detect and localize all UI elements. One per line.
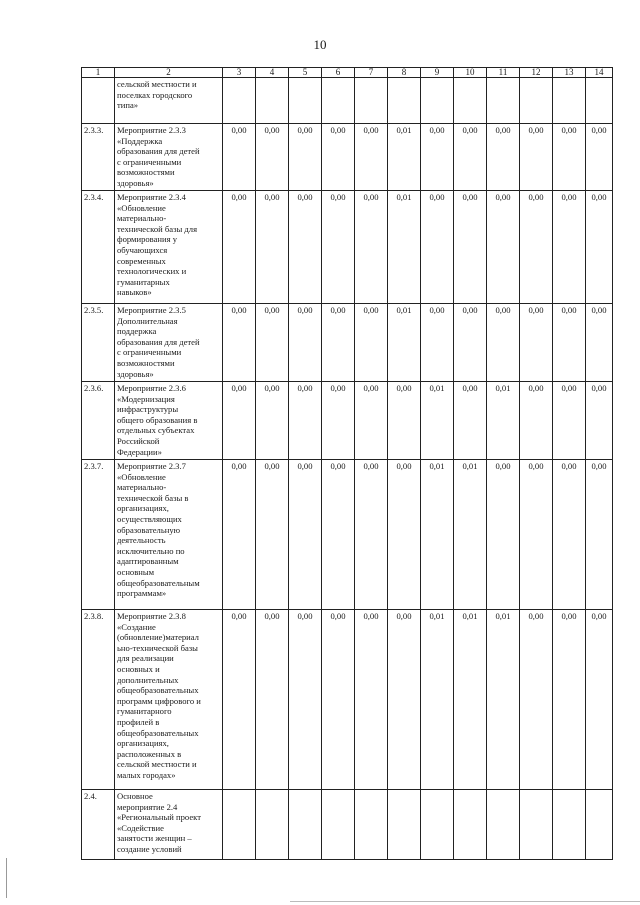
row-code: 2.4.	[82, 790, 115, 860]
column-header: 13	[553, 68, 586, 78]
value-cell	[487, 790, 520, 860]
value-cell: 0,00	[454, 304, 487, 382]
row-code: 2.3.6.	[82, 382, 115, 460]
value-cell: 0,00	[586, 124, 613, 191]
value-cell: 0,01	[421, 382, 454, 460]
value-cell: 0,00	[289, 191, 322, 304]
value-cell	[520, 790, 553, 860]
table-row	[82, 124, 613, 191]
value-cell	[454, 78, 487, 124]
value-cell	[520, 78, 553, 124]
value-cell: 0,01	[454, 460, 487, 610]
value-cell: 0,00	[256, 191, 289, 304]
table-row	[82, 610, 613, 790]
value-cell: 0,00	[388, 382, 421, 460]
value-cell: 0,00	[322, 460, 355, 610]
row-code: 2.3.4.	[82, 191, 115, 304]
table-row	[82, 790, 613, 860]
value-cell: 0,00	[256, 304, 289, 382]
value-cell	[586, 790, 613, 860]
row-name: Мероприятие 2.3.3 «Поддержка образования для детей с ограниченными возможностями здоровья»	[115, 124, 223, 191]
value-cell	[421, 790, 454, 860]
value-cell: 0,00	[322, 191, 355, 304]
value-cell: 0,00	[223, 460, 256, 610]
value-cell	[388, 790, 421, 860]
value-cell: 0,00	[454, 191, 487, 304]
value-cell: 0,00	[256, 124, 289, 191]
value-cell: 0,01	[487, 382, 520, 460]
value-cell	[355, 78, 388, 124]
value-cell	[553, 790, 586, 860]
value-cell: 0,00	[355, 382, 388, 460]
value-cell	[322, 790, 355, 860]
row-code	[82, 78, 115, 124]
scan-edge-mark	[6, 858, 7, 898]
value-cell: 0,00	[586, 304, 613, 382]
table-row	[82, 304, 613, 382]
value-cell: 0,01	[388, 304, 421, 382]
value-cell: 0,00	[553, 382, 586, 460]
column-header: 3	[223, 68, 256, 78]
row-name: Мероприятие 2.3.7 «Обновление материально- технической базы в организациях, осуществляющих образовательную деятельность исключительно по адаптированным основным общеобразовательным программам»	[115, 460, 223, 610]
column-header: 14	[586, 68, 613, 78]
value-cell	[454, 790, 487, 860]
value-cell: 0,00	[421, 304, 454, 382]
value-cell: 0,00	[289, 382, 322, 460]
value-cell: 0,00	[355, 304, 388, 382]
value-cell: 0,00	[553, 191, 586, 304]
value-cell: 0,00	[520, 304, 553, 382]
value-cell: 0,00	[289, 124, 322, 191]
value-cell: 0,00	[586, 191, 613, 304]
value-cell: 0,00	[553, 460, 586, 610]
value-cell: 0,00	[322, 382, 355, 460]
value-cell: 0,00	[520, 460, 553, 610]
value-cell: 0,00	[553, 610, 586, 790]
value-cell	[355, 790, 388, 860]
value-cell: 0,00	[322, 304, 355, 382]
table-row	[82, 78, 613, 124]
row-name: Мероприятие 2.3.4 «Обновление материально- технической базы для формирования у обучающихся современных технологических и гуманитарных навыков»	[115, 191, 223, 304]
value-cell: 0,00	[355, 191, 388, 304]
value-cell: 0,00	[256, 460, 289, 610]
value-cell: 0,00	[388, 460, 421, 610]
value-cell: 0,00	[421, 191, 454, 304]
value-cell: 0,00	[520, 382, 553, 460]
value-cell: 0,00	[355, 124, 388, 191]
column-header: 8	[388, 68, 421, 78]
value-cell	[586, 78, 613, 124]
value-cell: 0,01	[421, 460, 454, 610]
row-code: 2.3.8.	[82, 610, 115, 790]
column-header: 11	[487, 68, 520, 78]
scan-edge-mark	[290, 901, 640, 902]
column-header: 12	[520, 68, 553, 78]
value-cell: 0,00	[553, 124, 586, 191]
value-cell: 0,00	[256, 610, 289, 790]
value-cell: 0,01	[421, 610, 454, 790]
value-cell: 0,00	[520, 191, 553, 304]
value-cell: 0,00	[289, 460, 322, 610]
column-header: 6	[322, 68, 355, 78]
value-cell: 0,00	[520, 610, 553, 790]
table-row	[82, 460, 613, 610]
value-cell: 0,00	[487, 304, 520, 382]
table-row	[82, 382, 613, 460]
value-cell	[421, 78, 454, 124]
value-cell	[487, 78, 520, 124]
column-header: 1	[82, 68, 115, 78]
column-header: 9	[421, 68, 454, 78]
row-code: 2.3.7.	[82, 460, 115, 610]
value-cell	[223, 790, 256, 860]
column-header: 4	[256, 68, 289, 78]
row-name: Основное мероприятие 2.4 «Региональный проект «Содействие занятости женщин – создание условий	[115, 790, 223, 860]
value-cell: 0,00	[322, 610, 355, 790]
value-cell: 0,00	[454, 124, 487, 191]
value-cell	[223, 78, 256, 124]
value-cell: 0,00	[586, 610, 613, 790]
value-cell	[256, 78, 289, 124]
page-number: 10	[313, 37, 327, 52]
column-header: 7	[355, 68, 388, 78]
row-name: Мероприятие 2.3.8 «Создание (обновление)материал ьно-технической базы для реализации основных и дополнительных общеобразовательных программ цифрового и гуманитарного профилей в общеобразовательных организациях, расположенных в сельской местности и малых городах»	[115, 610, 223, 790]
value-cell: 0,00	[586, 382, 613, 460]
row-name: Мероприятие 2.3.6 «Модернизация инфраструктуры общего образования в отдельных субъектах Российской Федерации»	[115, 382, 223, 460]
column-header: 5	[289, 68, 322, 78]
value-cell	[289, 78, 322, 124]
column-header: 2	[115, 68, 223, 78]
header-row	[82, 68, 613, 78]
row-name: сельской местности и поселках городского типа»	[115, 78, 223, 124]
value-cell	[289, 790, 322, 860]
value-cell: 0,00	[223, 382, 256, 460]
value-cell: 0,00	[223, 610, 256, 790]
row-code: 2.3.3.	[82, 124, 115, 191]
value-cell: 0,00	[322, 124, 355, 191]
value-cell: 0,00	[223, 304, 256, 382]
value-cell: 0,00	[355, 460, 388, 610]
value-cell: 0,00	[487, 124, 520, 191]
value-cell: 0,00	[487, 191, 520, 304]
value-cell: 0,00	[421, 124, 454, 191]
row-code: 2.3.5.	[82, 304, 115, 382]
value-cell: 0,00	[289, 610, 322, 790]
value-cell: 0,01	[388, 124, 421, 191]
value-cell	[322, 78, 355, 124]
value-cell: 0,00	[223, 191, 256, 304]
value-cell: 0,00	[553, 304, 586, 382]
value-cell	[256, 790, 289, 860]
value-cell	[388, 78, 421, 124]
value-cell: 0,01	[388, 191, 421, 304]
table-row	[82, 191, 613, 304]
value-cell: 0,00	[520, 124, 553, 191]
value-cell: 0,00	[487, 460, 520, 610]
value-cell: 0,01	[487, 610, 520, 790]
value-cell: 0,00	[388, 610, 421, 790]
value-cell	[553, 78, 586, 124]
value-cell: 0,01	[454, 610, 487, 790]
column-header: 10	[454, 68, 487, 78]
value-cell: 0,00	[586, 460, 613, 610]
row-name: Мероприятие 2.3.5 Дополнительная поддержка образования для детей с ограниченными возможностями здоровья»	[115, 304, 223, 382]
value-cell: 0,00	[256, 382, 289, 460]
value-cell: 0,00	[289, 304, 322, 382]
value-cell: 0,00	[454, 382, 487, 460]
value-cell: 0,00	[355, 610, 388, 790]
budget-table	[81, 67, 613, 860]
value-cell: 0,00	[223, 124, 256, 191]
